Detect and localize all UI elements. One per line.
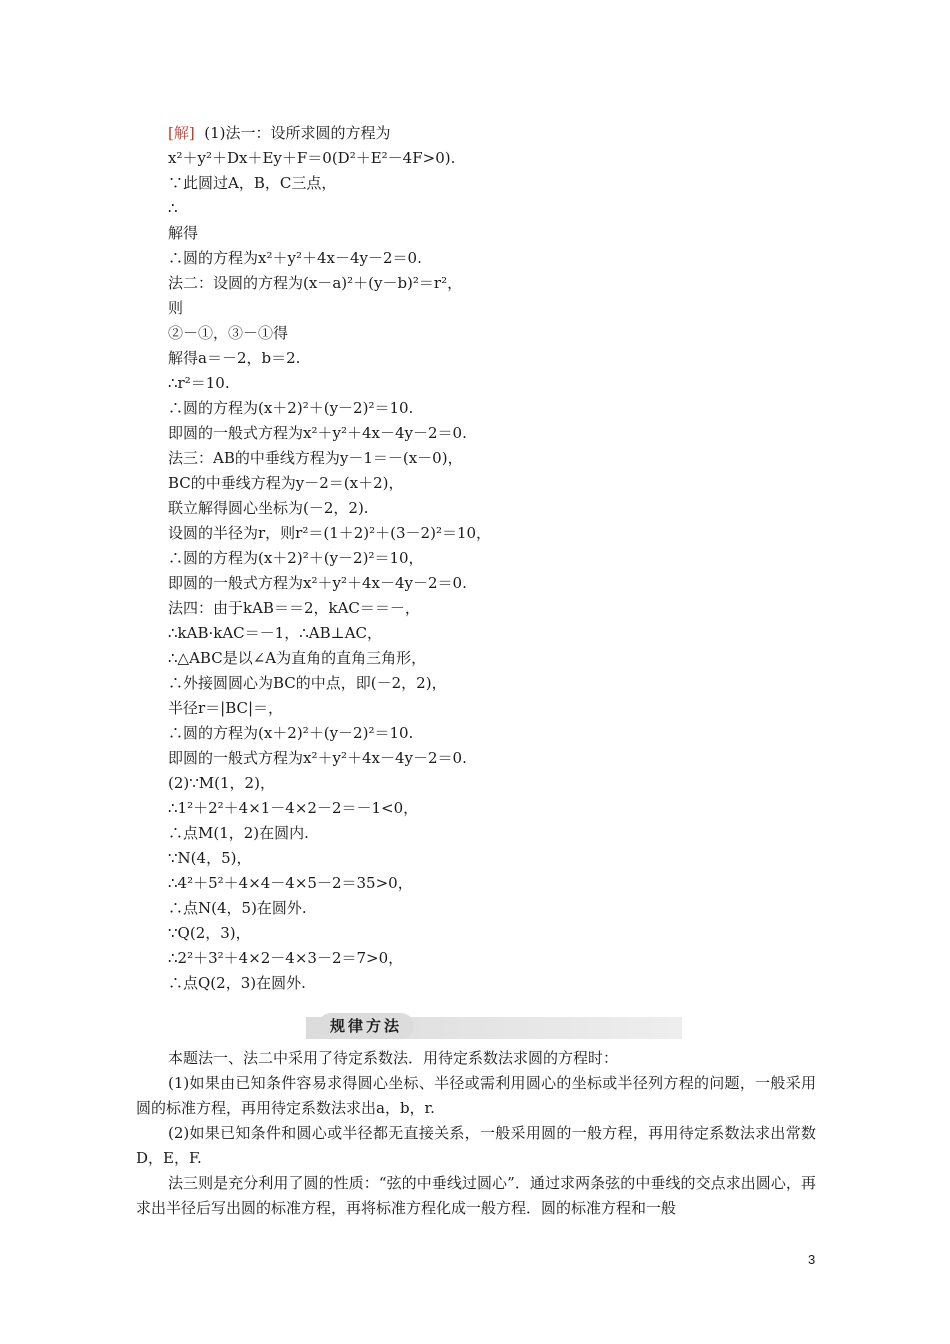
method-paragraph: (1)如果由已知条件容易求得圆心坐标、半径或需利用圆心的坐标或半径列方程的问题，一般采用圆的标准方程，再用待定系数法求出a，b，r.: [136, 1074, 816, 1117]
solution-line: 设圆的半径为r，则r²＝(1＋2)²＋(3－2)²＝10，: [168, 524, 492, 542]
solution-line: 法三：AB的中垂线方程为y－1＝－(x－0)，: [168, 449, 463, 467]
method-paragraph: 本题法一、法二中采用了待定系数法．用待定系数法求圆的方程时：: [168, 1049, 619, 1067]
method-title: 规律方法: [318, 1013, 414, 1039]
solution-line: ∴点Q(2，3)在圆外.: [168, 974, 306, 992]
solution-line: ∴4²＋5²＋4×4－4×5－2＝35>0，: [168, 874, 413, 892]
solution-line: ∴点N(4，5)在圆外.: [168, 899, 307, 917]
solution-line: 即圆的一般式方程为x²＋y²＋4x－4y－2＝0.: [168, 424, 467, 442]
solution-line: ∵Q(2，3)，: [168, 924, 251, 942]
solution-line: ∵N(4，5)，: [168, 849, 252, 867]
solution-line: 则: [168, 299, 184, 317]
solution-line: 法四：由于kAB＝＝2，kAC＝＝－，: [168, 599, 420, 617]
solution-text: (1)法一：设所求圆的方程为: [204, 124, 391, 142]
solution-line: ∴圆的方程为x²＋y²＋4x－4y－2＝0.: [168, 249, 422, 267]
solution-line: ∴圆的方程为(x＋2)²＋(y－2)²＝10.: [168, 399, 414, 417]
solution-line: ∴圆的方程为(x＋2)²＋(y－2)²＝10，: [168, 549, 424, 567]
solution-line: 即圆的一般式方程为x²＋y²＋4x－4y－2＝0.: [168, 574, 467, 592]
solution-line: ∴△ABC是以∠A为直角的直角三角形，: [168, 649, 427, 667]
solution-line: ②－①，③－①得: [168, 324, 289, 342]
solution-line: BC的中垂线方程为y－2＝(x＋2)，: [168, 474, 404, 492]
solution-line: (2)∵M(1，2)，: [168, 774, 275, 792]
solution-line: 即圆的一般式方程为x²＋y²＋4x－4y－2＝0.: [168, 749, 467, 767]
solution-line: 解得a＝－2，b＝2.: [168, 349, 301, 367]
solution-line: ∴: [168, 199, 178, 217]
solution-line: ∵此圆过A，B，C三点，: [168, 174, 337, 192]
solution-line: x²＋y²＋Dx＋Ey＋F＝0(D²＋E²－4F>0).: [168, 149, 456, 167]
solution-line: ∴点M(1，2)在圆内.: [168, 824, 309, 842]
solution-line: ∴外接圆圆心为BC的中点，即(－2，2)，: [168, 674, 447, 692]
solution-line: ∴1²＋2²＋4×1－4×2－2＝－1<0，: [168, 799, 419, 817]
method-paragraph: (2)如果已知条件和圆心或半径都无直接关系，一般采用圆的一般方程，再用待定系数法求出常数D，E，F.: [136, 1124, 816, 1167]
solution-line: 解得: [168, 224, 199, 242]
solution-line: ∴kAB·kAC＝－1，∴AB⊥AC，: [168, 624, 383, 642]
page-number: 3: [808, 1252, 816, 1267]
solution-line: 法二：设圆的方程为(x－a)²＋(y－b)²＝r²，: [168, 274, 463, 292]
solution-line: 半径r＝|BC|＝，: [168, 699, 284, 717]
solution-line: 联立解得圆心坐标为(－2，2).: [168, 499, 369, 517]
solution-line-1: [168, 121, 391, 146]
solution-line: ∴r²＝10.: [168, 374, 230, 392]
solution-line: ∴2²＋3²＋4×2－4×3－2＝7>0，: [168, 949, 404, 967]
method-paragraph: 法三则是充分利用了圆的性质：“弦的中垂线过圆心”．通过求两条弦的中垂线的交点求出圆心，再求出半径后写出圆的标准方程，再将标准方程化成一般方程．圆的标准方程和一般: [136, 1174, 816, 1217]
solution-tag: [解]: [168, 124, 195, 142]
solution-line: ∴圆的方程为(x＋2)²＋(y－2)²＝10.: [168, 724, 414, 742]
